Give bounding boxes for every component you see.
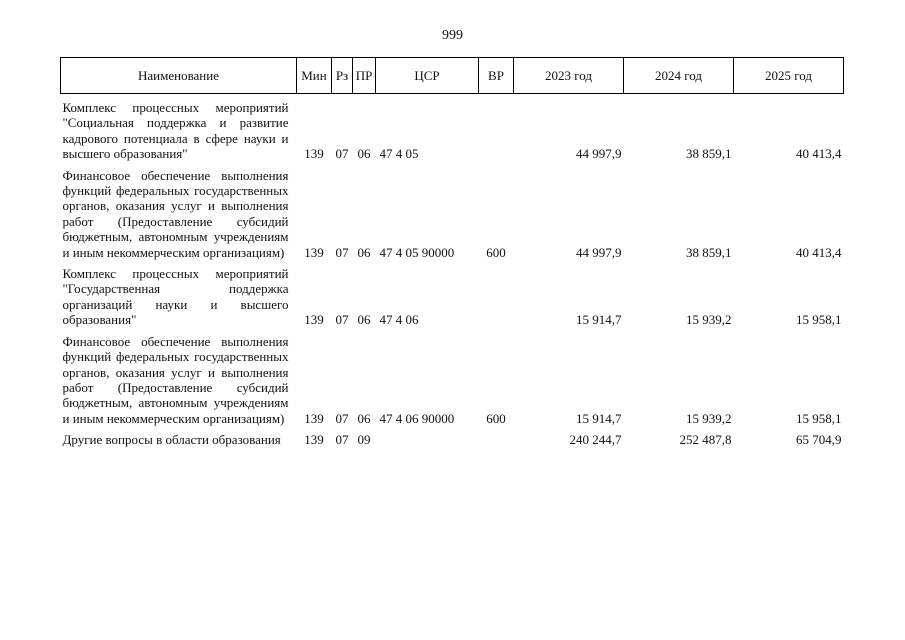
row-csr: 47 4 06 [379,312,419,328]
row-min: 139 [304,432,324,448]
header-csr: ЦСР [376,58,479,94]
row-2023: 44 997,9 [576,146,622,162]
row-vr: 600 [486,244,506,260]
row-pr: 06 [357,244,371,260]
row-2025: 40 413,4 [796,244,842,260]
row-rz: 07 [335,312,349,328]
row-2023: 240 244,7 [569,432,622,448]
row-2024: 38 859,1 [686,146,732,162]
header-2023: 2023 год [514,58,624,94]
table-row [61,432,844,447]
row-2023: 15 914,7 [576,312,622,328]
table-row [61,266,844,328]
row-csr [376,432,479,447]
row-min: 139 [304,146,324,162]
row-pr: 06 [357,312,371,328]
row-vr [479,100,514,162]
table-row [61,168,844,260]
header-rz: Рз [332,58,353,94]
row-2024: 15 939,2 [686,410,732,426]
header-name: Наименование [61,58,297,94]
header-vr: ВР [479,58,514,94]
row-name: Комплекс процессных мероприятий "Государственная поддержка организаций науки и высшего образования" [62,266,289,328]
row-name: Комплекс процессных мероприятий "Социальная поддержка и развитие кадрового потенциала в сфере науки и высшего образования" [62,100,289,162]
row-2024: 15 939,2 [686,312,732,328]
row-name: Финансовое обеспечение выполнения функций федеральных государственных органов, оказания услуг и выполнения работ (Предоставление субсидий бюджетным, автономным учреждениям и иным некоммерческим организациям) [62,333,289,426]
row-2025: 40 413,4 [796,146,842,162]
row-vr [479,432,514,447]
row-name: Другие вопросы в области образования [62,432,281,448]
table-row [61,100,844,162]
row-2024: 252 487,8 [679,432,732,448]
row-min: 139 [304,410,324,426]
budget-table [60,57,844,448]
row-pr: 06 [357,146,371,162]
table-row [61,334,844,426]
row-csr: 47 4 05 [379,146,419,162]
row-rz: 07 [335,410,349,426]
row-csr: 47 4 06 90000 [379,410,455,426]
row-min: 139 [304,312,324,328]
row-rz: 07 [335,244,349,260]
row-2025: 65 704,9 [796,432,842,448]
row-vr [479,266,514,328]
row-2023: 44 997,9 [576,244,622,260]
row-pr: 09 [357,432,371,448]
row-rz: 07 [335,432,349,448]
row-2025: 15 958,1 [796,312,842,328]
row-2025: 15 958,1 [796,410,842,426]
header-pr: ПР [353,58,376,94]
row-min: 139 [304,244,324,260]
header-2025: 2025 год [734,58,844,94]
row-2023: 15 914,7 [576,410,622,426]
row-pr: 06 [357,410,371,426]
row-csr: 47 4 05 90000 [379,244,455,260]
header-row [61,58,844,94]
row-rz: 07 [335,146,349,162]
page-number: 999 [442,28,463,43]
header-2024: 2024 год [624,58,734,94]
row-name: Финансовое обеспечение выполнения функций федеральных государственных органов, оказания услуг и выполнения работ (Предоставление субсидий бюджетным, автономным учреждениям и иным некоммерческим организациям) [62,167,289,260]
header-min: Мин [297,58,332,94]
row-vr: 600 [486,410,506,426]
row-2024: 38 859,1 [686,244,732,260]
